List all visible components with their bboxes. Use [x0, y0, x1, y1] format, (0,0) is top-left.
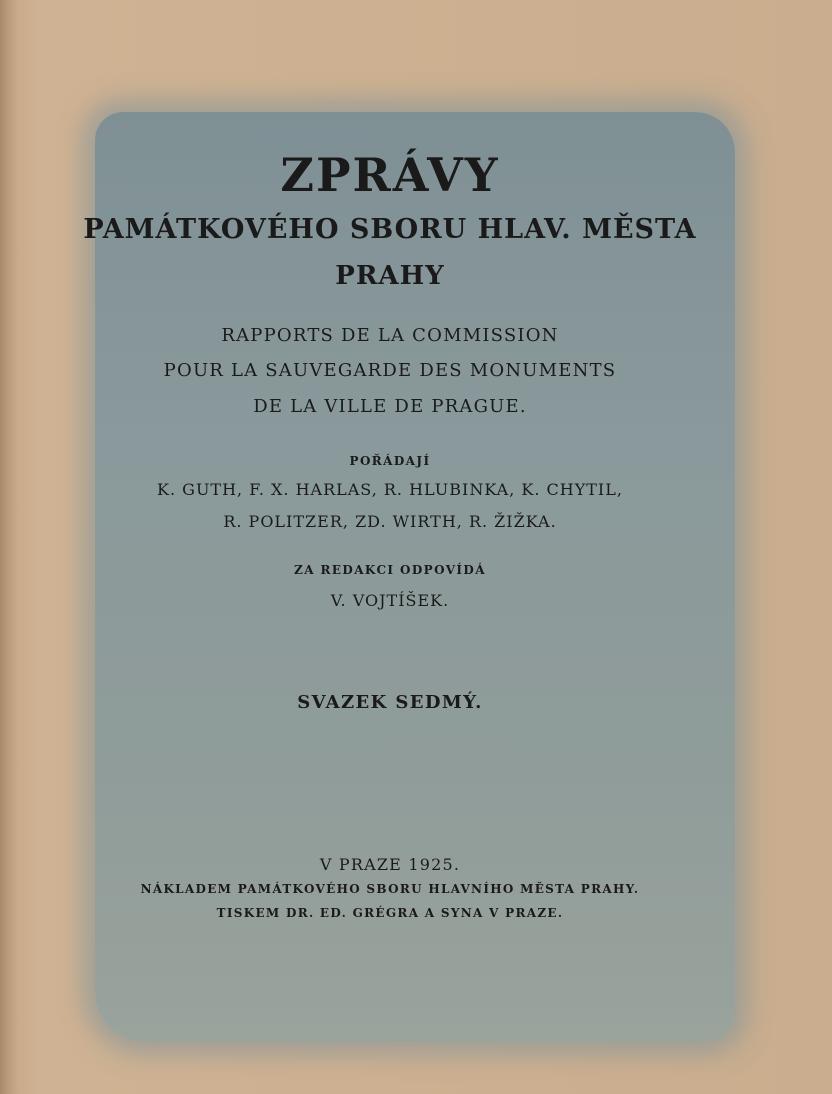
cover-title: ZPRÁVY: [280, 148, 500, 202]
french-title-line3: DE LA VILLE DE PRAGUE.: [253, 396, 527, 417]
french-title-line2: POUR LA SAUVEGARDE DES MONUMENTS: [163, 360, 617, 381]
french-title-line1: RAPPORTS DE LA COMMISSION: [221, 325, 559, 346]
editor-label: ZA REDAKCI ODPOVÍDÁ: [294, 563, 486, 577]
volume-label: SVAZEK SEDMÝ.: [297, 692, 483, 713]
organizers-label: POŘÁDAJÍ: [349, 454, 431, 468]
cover-subtitle-line2: PRAHY: [335, 261, 445, 291]
organizers-line1: K. GUTH, F. X. HARLAS, R. HLUBINKA, K. CHYTIL,: [157, 480, 623, 499]
printer-line: TISKEM DR. ED. GRÉGRA A SYNA V PRAZE.: [216, 906, 564, 920]
editor-name: V. VOJTÍŠEK.: [330, 591, 450, 610]
cover-subtitle-line1: PAMÁTKOVÉHO SBORU HLAV. MĚSTA: [83, 214, 697, 245]
publisher-line: NÁKLADEM PAMÁTKOVÉHO SBORU HLAVNÍHO MĚSTA PRAHY.: [140, 882, 640, 896]
organizers-line2: R. POLITZER, ZD. WIRTH, R. ŽIŽKA.: [223, 512, 557, 531]
place-year: V PRAZE 1925.: [319, 855, 461, 874]
